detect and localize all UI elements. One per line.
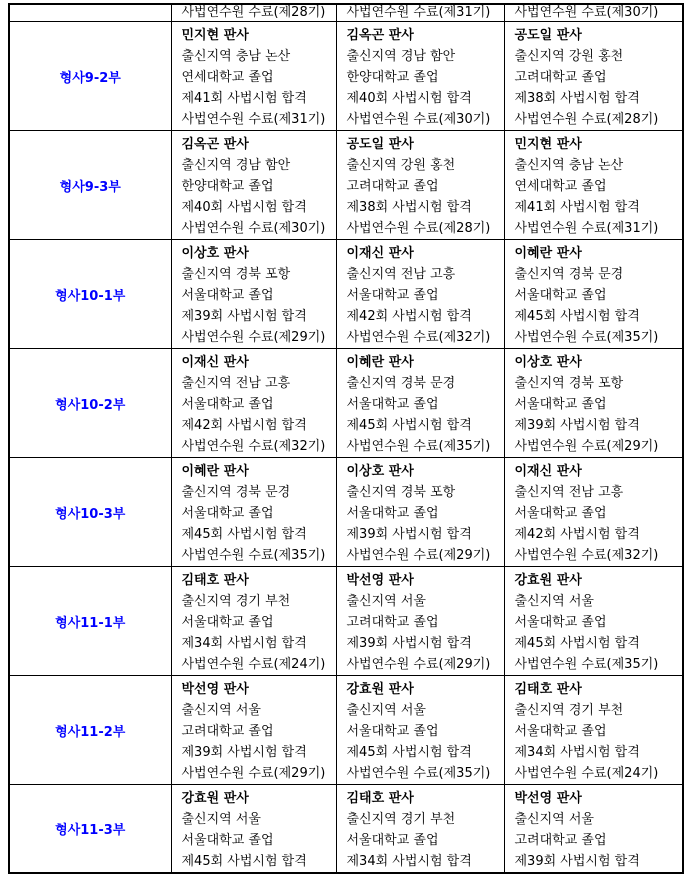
judge-cell [336, 22, 504, 131]
judge-name: 박선영 판사 [181, 682, 249, 697]
judge-cell [336, 458, 504, 567]
judge-detail: 제45회 사법시험 합격 [514, 309, 640, 324]
judge-detail: 출신지역 서울 [514, 812, 594, 827]
judge-detail: 제45회 사법시험 합격 [346, 418, 472, 433]
judge-detail: 사법연수원 수료(제35기) [181, 548, 326, 563]
judge-name: 민지현 판사 [181, 28, 249, 43]
judge-detail: 출신지역 경북 포항 [514, 376, 624, 391]
division-cell [9, 567, 171, 676]
division-cell [9, 349, 171, 458]
judge-detail: 출신지역 강원 홍천 [514, 49, 624, 64]
judge-cell [171, 22, 336, 131]
judge-cell [504, 458, 683, 567]
judge-detail: 사법연수원 수료(제32기) [514, 548, 659, 563]
judge-detail: 출신지역 충남 논산 [514, 158, 624, 173]
judge-detail: 사법연수원 수료(제28기) [346, 221, 491, 236]
judge-detail: 출신지역 서울 [181, 812, 261, 827]
judge-detail: 사법연수원 수료(제29기) [181, 330, 326, 345]
judge-detail: 출신지역 경북 문경 [346, 376, 456, 391]
judge-detail: 제38회 사법시험 합격 [346, 200, 472, 215]
judge-name: 이혜란 판사 [181, 464, 249, 479]
judge-detail: 연세대학교 졸업 [181, 70, 274, 85]
judge-detail: 서울대학교 졸업 [181, 833, 274, 848]
table-row [9, 567, 683, 676]
judge-detail: 출신지역 서울 [514, 594, 594, 609]
judge-name: 이재신 판사 [514, 464, 582, 479]
judge-detail: 서울대학교 졸업 [346, 506, 439, 521]
partial-top-row [9, 4, 683, 22]
division-label: 형사10-3부 [55, 506, 126, 522]
judge-detail: 고려대학교 졸업 [514, 70, 607, 85]
judge-detail: 사법연수원 수료(제24기) [514, 766, 659, 781]
division-label: 형사9-3부 [59, 179, 121, 195]
judge-name: 이재신 판사 [346, 246, 414, 261]
table-row [9, 349, 683, 458]
judge-detail: 서울대학교 졸업 [181, 288, 274, 303]
judge-detail: 서울대학교 졸업 [514, 288, 607, 303]
judge-detail: 서울대학교 졸업 [346, 833, 439, 848]
judge-detail: 출신지역 경북 포항 [346, 485, 456, 500]
judge-name: 민지현 판사 [514, 137, 582, 152]
judge-detail: 사법연수원 수료(제35기) [346, 439, 491, 454]
judge-detail: 출신지역 서울 [181, 703, 261, 718]
judge-detail: 제39회 사법시험 합격 [181, 309, 307, 324]
division-cell [9, 785, 171, 874]
judge-detail: 제39회 사법시험 합격 [181, 745, 307, 760]
division-cell [9, 22, 171, 131]
training-completion-cell: 사법연수원 수료(제28기) [171, 4, 336, 22]
judge-cell [504, 567, 683, 676]
division-label: 형사10-1부 [55, 288, 126, 304]
judge-detail: 출신지역 경남 함안 [346, 49, 456, 64]
judge-name: 박선영 판사 [346, 573, 414, 588]
division-label: 형사10-2부 [55, 397, 126, 413]
judge-detail: 출신지역 강원 홍천 [346, 158, 456, 173]
judge-name: 공도일 판사 [346, 137, 414, 152]
division-cell [9, 131, 171, 240]
judge-cell [504, 131, 683, 240]
judge-cell [504, 349, 683, 458]
judge-detail: 사법연수원 수료(제30기) [181, 221, 326, 236]
judge-cell [336, 567, 504, 676]
judge-cell [171, 676, 336, 785]
judge-detail: 출신지역 충남 논산 [181, 49, 291, 64]
table-row [9, 240, 683, 349]
judge-detail: 사법연수원 수료(제30기) [346, 112, 491, 127]
judge-detail: 사법연수원 수료(제24기) [181, 657, 326, 672]
judge-name: 이혜란 판사 [514, 246, 582, 261]
judge-detail: 출신지역 경남 함안 [181, 158, 291, 173]
judge-name: 이혜란 판사 [346, 355, 414, 370]
division-cell [9, 240, 171, 349]
judge-detail: 고려대학교 졸업 [346, 179, 439, 194]
division-cell [9, 458, 171, 567]
division-label: 형사11-1부 [55, 615, 126, 631]
judge-detail: 제42회 사법시험 합격 [181, 418, 307, 433]
judge-detail: 사법연수원 수료(제29기) [346, 657, 491, 672]
table-row [9, 22, 683, 131]
judge-name: 이상호 판사 [346, 464, 414, 479]
judge-name: 강효원 판사 [346, 682, 414, 697]
judge-cell [336, 785, 504, 874]
judge-detail: 제41회 사법시험 합격 [181, 91, 307, 106]
judge-detail: 사법연수원 수료(제31기) [181, 112, 326, 127]
division-cell [9, 676, 171, 785]
judge-detail: 제41회 사법시험 합격 [514, 200, 640, 215]
judge-detail: 고려대학교 졸업 [181, 724, 274, 739]
judge-detail: 출신지역 경기 부천 [181, 594, 291, 609]
judge-cell [171, 349, 336, 458]
judge-detail: 제39회 사법시험 합격 [514, 418, 640, 433]
judge-detail: 제34회 사법시험 합격 [181, 636, 307, 651]
judge-name: 이재신 판사 [181, 355, 249, 370]
judge-name: 김옥곤 판사 [181, 137, 249, 152]
judge-detail: 출신지역 경북 포항 [181, 267, 291, 282]
judge-cell [336, 240, 504, 349]
judge-cell [504, 676, 683, 785]
judge-detail: 고려대학교 졸업 [514, 833, 607, 848]
judge-detail: 출신지역 전남 고흥 [181, 376, 291, 391]
training-completion-cell: 사법연수원 수료(제30기) [504, 4, 683, 22]
judge-detail: 서울대학교 졸업 [346, 397, 439, 412]
judge-detail: 고려대학교 졸업 [346, 615, 439, 630]
judge-detail: 서울대학교 졸업 [346, 288, 439, 303]
judge-cell [336, 131, 504, 240]
judge-detail: 서울대학교 졸업 [514, 397, 607, 412]
judge-cell [171, 131, 336, 240]
judge-name: 김태호 판사 [514, 682, 582, 697]
division-label: 형사9-2부 [59, 70, 121, 86]
judge-name: 공도일 판사 [514, 28, 582, 43]
judge-detail: 한양대학교 졸업 [346, 70, 439, 85]
judge-name: 강효원 판사 [514, 573, 582, 588]
division-label: 형사11-2부 [55, 724, 126, 740]
judge-cell [504, 240, 683, 349]
judge-detail: 출신지역 전남 고흥 [514, 485, 624, 500]
judge-detail: 제40회 사법시험 합격 [346, 91, 472, 106]
judge-cell [171, 567, 336, 676]
judge-detail: 서울대학교 졸업 [514, 615, 607, 630]
judge-detail: 사법연수원 수료(제35기) [514, 657, 659, 672]
judge-detail: 사법연수원 수료(제29기) [514, 439, 659, 454]
judge-detail: 사법연수원 수료(제31기) [514, 221, 659, 236]
judge-detail: 연세대학교 졸업 [514, 179, 607, 194]
judge-detail: 사법연수원 수료(제35기) [514, 330, 659, 345]
division-cell-empty [9, 4, 171, 22]
judge-detail: 서울대학교 졸업 [181, 615, 274, 630]
judge-detail: 사법연수원 수료(제32기) [346, 330, 491, 345]
judge-detail: 사법연수원 수료(제35기) [346, 766, 491, 781]
division-label: 형사11-3부 [55, 823, 126, 838]
judge-detail: 사법연수원 수료(제29기) [346, 548, 491, 563]
judge-cell [336, 676, 504, 785]
judge-cell [336, 349, 504, 458]
judge-detail: 출신지역 서울 [346, 594, 426, 609]
judge-detail: 사법연수원 수료(제29기) [181, 766, 326, 781]
judge-name: 김옥곤 판사 [346, 28, 414, 43]
judge-detail: 출신지역 경북 문경 [514, 267, 624, 282]
judge-name: 강효원 판사 [181, 791, 249, 806]
table-row [9, 785, 683, 874]
judge-detail: 제42회 사법시험 합격 [346, 309, 472, 324]
judge-name: 김태호 판사 [181, 573, 249, 588]
judge-detail: 사법연수원 수료(제28기) [514, 112, 659, 127]
judge-name: 김태호 판사 [346, 791, 414, 806]
judge-detail: 제45회 사법시험 합격 [181, 854, 307, 869]
judge-detail: 서울대학교 졸업 [514, 506, 607, 521]
judge-detail: 출신지역 전남 고흥 [346, 267, 456, 282]
judge-detail: 제45회 사법시험 합격 [181, 527, 307, 542]
judge-detail: 서울대학교 졸업 [181, 397, 274, 412]
judge-detail: 제40회 사법시험 합격 [181, 200, 307, 215]
judge-cell [504, 785, 683, 874]
table-row [9, 458, 683, 567]
judge-cell [504, 22, 683, 131]
table-row [9, 131, 683, 240]
judge-detail: 서울대학교 졸업 [181, 506, 274, 521]
judge-cell [171, 458, 336, 567]
judge-detail: 출신지역 경북 문경 [181, 485, 291, 500]
judge-detail: 서울대학교 졸업 [346, 724, 439, 739]
judge-detail: 제39회 사법시험 합격 [514, 854, 640, 869]
judge-detail: 제39회 사법시험 합격 [346, 636, 472, 651]
judge-detail: 사법연수원 수료(제32기) [181, 439, 326, 454]
judge-detail: 출신지역 경기 부천 [514, 703, 624, 718]
judge-detail: 제45회 사법시험 합격 [346, 745, 472, 760]
judge-name: 이상호 판사 [514, 355, 582, 370]
judge-detail: 제42회 사법시험 합격 [514, 527, 640, 542]
judge-detail: 한양대학교 졸업 [181, 179, 274, 194]
judge-detail: 제34회 사법시험 합격 [346, 854, 472, 869]
judge-detail: 제38회 사법시험 합격 [514, 91, 640, 106]
table-row [9, 676, 683, 785]
judge-detail: 제45회 사법시험 합격 [514, 636, 640, 651]
judge-detail: 출신지역 경기 부천 [346, 812, 456, 827]
judge-name: 박선영 판사 [514, 791, 582, 806]
judge-detail: 서울대학교 졸업 [514, 724, 607, 739]
judge-detail: 출신지역 서울 [346, 703, 426, 718]
judges-roster-table [8, 3, 684, 874]
court-table-body [9, 4, 683, 873]
judge-cell [171, 240, 336, 349]
judge-cell [171, 785, 336, 874]
judge-detail: 제39회 사법시험 합격 [346, 527, 472, 542]
training-completion-cell: 사법연수원 수료(제31기) [336, 4, 504, 22]
judge-detail: 제34회 사법시험 합격 [514, 745, 640, 760]
judge-name: 이상호 판사 [181, 246, 249, 261]
